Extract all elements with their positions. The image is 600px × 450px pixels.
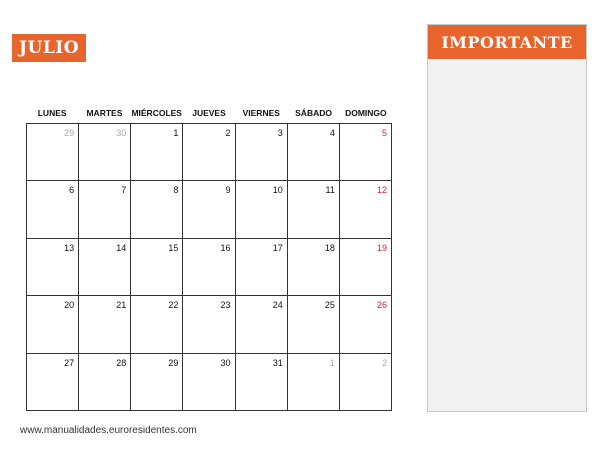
day-cell[interactable] [236,124,288,181]
day-cell[interactable] [288,354,340,411]
weekday-wednesday: MIÉRCOLES [131,108,182,118]
day-number: 29 [168,357,179,368]
footer-url: www.manualidades.euroresidentes.com [20,425,197,436]
day-number: 3 [277,128,283,138]
day-number: 25 [324,300,335,311]
notes-header [428,25,586,59]
day-number: 8 [173,185,179,196]
day-cell[interactable] [27,354,79,411]
weekday-thursday: JUEVES [192,108,226,118]
day-cell[interactable] [183,239,235,296]
day-cell[interactable] [79,354,131,411]
day-cell[interactable] [340,181,392,238]
day-cell[interactable] [236,239,288,296]
day-cell[interactable] [236,181,288,238]
day-cell[interactable] [340,354,392,411]
day-cell[interactable] [79,124,131,181]
notes-title: IMPORTANTE [441,32,573,52]
weekday-tuesday: MARTES [86,108,123,118]
day-cell[interactable] [27,296,79,353]
day-number: 22 [168,300,179,311]
day-number: 15 [168,242,179,253]
day-cell[interactable] [183,181,235,238]
day-number: 9 [225,185,231,196]
day-cell[interactable] [340,296,392,353]
day-number: 13 [64,242,75,253]
weekday-sunday: DOMINGO [345,108,387,118]
day-number: 5 [381,128,387,138]
day-number: 18 [324,242,335,253]
day-number: 30 [220,357,231,368]
weekday-monday: LUNES [37,108,67,118]
day-number: 20 [64,300,75,311]
day-number: 2 [381,357,387,368]
weekday-saturday: SÁBADO [295,108,332,118]
day-cell[interactable] [288,181,340,238]
day-cell[interactable] [183,354,235,411]
day-number: 27 [64,357,75,368]
day-number: 7 [121,185,127,196]
day-number: 23 [220,300,231,311]
day-cell[interactable] [288,296,340,353]
day-cell[interactable] [288,124,340,181]
day-number: 30 [116,128,127,138]
day-cell[interactable] [131,181,183,238]
day-number: 19 [376,242,387,253]
day-number: 24 [272,300,283,311]
day-cell[interactable] [236,296,288,353]
month-title-banner [12,34,86,62]
day-cell[interactable] [131,239,183,296]
day-cell[interactable] [27,181,79,238]
day-cell[interactable] [288,239,340,296]
day-number: 21 [116,300,127,311]
day-cell[interactable] [27,239,79,296]
day-number: 2 [225,128,231,138]
day-cell[interactable] [131,354,183,411]
day-cell[interactable] [79,239,131,296]
day-number: 10 [272,185,283,196]
day-number: 12 [376,185,387,196]
calendar-grid [26,123,392,411]
day-number: 11 [325,185,335,196]
day-number: 26 [376,300,387,311]
day-number: 14 [116,242,127,253]
day-cell[interactable] [183,296,235,353]
day-cell[interactable] [27,124,79,181]
day-cell[interactable] [340,239,392,296]
day-cell[interactable] [79,181,131,238]
day-number: 31 [272,357,283,368]
weekday-friday: VIERNES [242,108,280,118]
day-number: 6 [69,185,75,196]
day-cell[interactable] [236,354,288,411]
weekday-header-row [26,104,392,122]
day-number: 4 [329,128,335,138]
day-cell[interactable] [340,124,392,181]
day-number: 1 [329,357,335,368]
notes-panel [427,24,587,412]
day-number: 16 [220,242,231,253]
day-cell[interactable] [79,296,131,353]
day-number: 17 [272,242,283,253]
day-number: 29 [64,128,75,138]
day-number: 1 [173,128,179,138]
day-cell[interactable] [131,296,183,353]
day-cell[interactable] [131,124,183,181]
month-title: JULIO [18,38,80,58]
notes-area[interactable] [428,59,586,413]
day-cell[interactable] [183,124,235,181]
day-number: 28 [116,357,127,368]
